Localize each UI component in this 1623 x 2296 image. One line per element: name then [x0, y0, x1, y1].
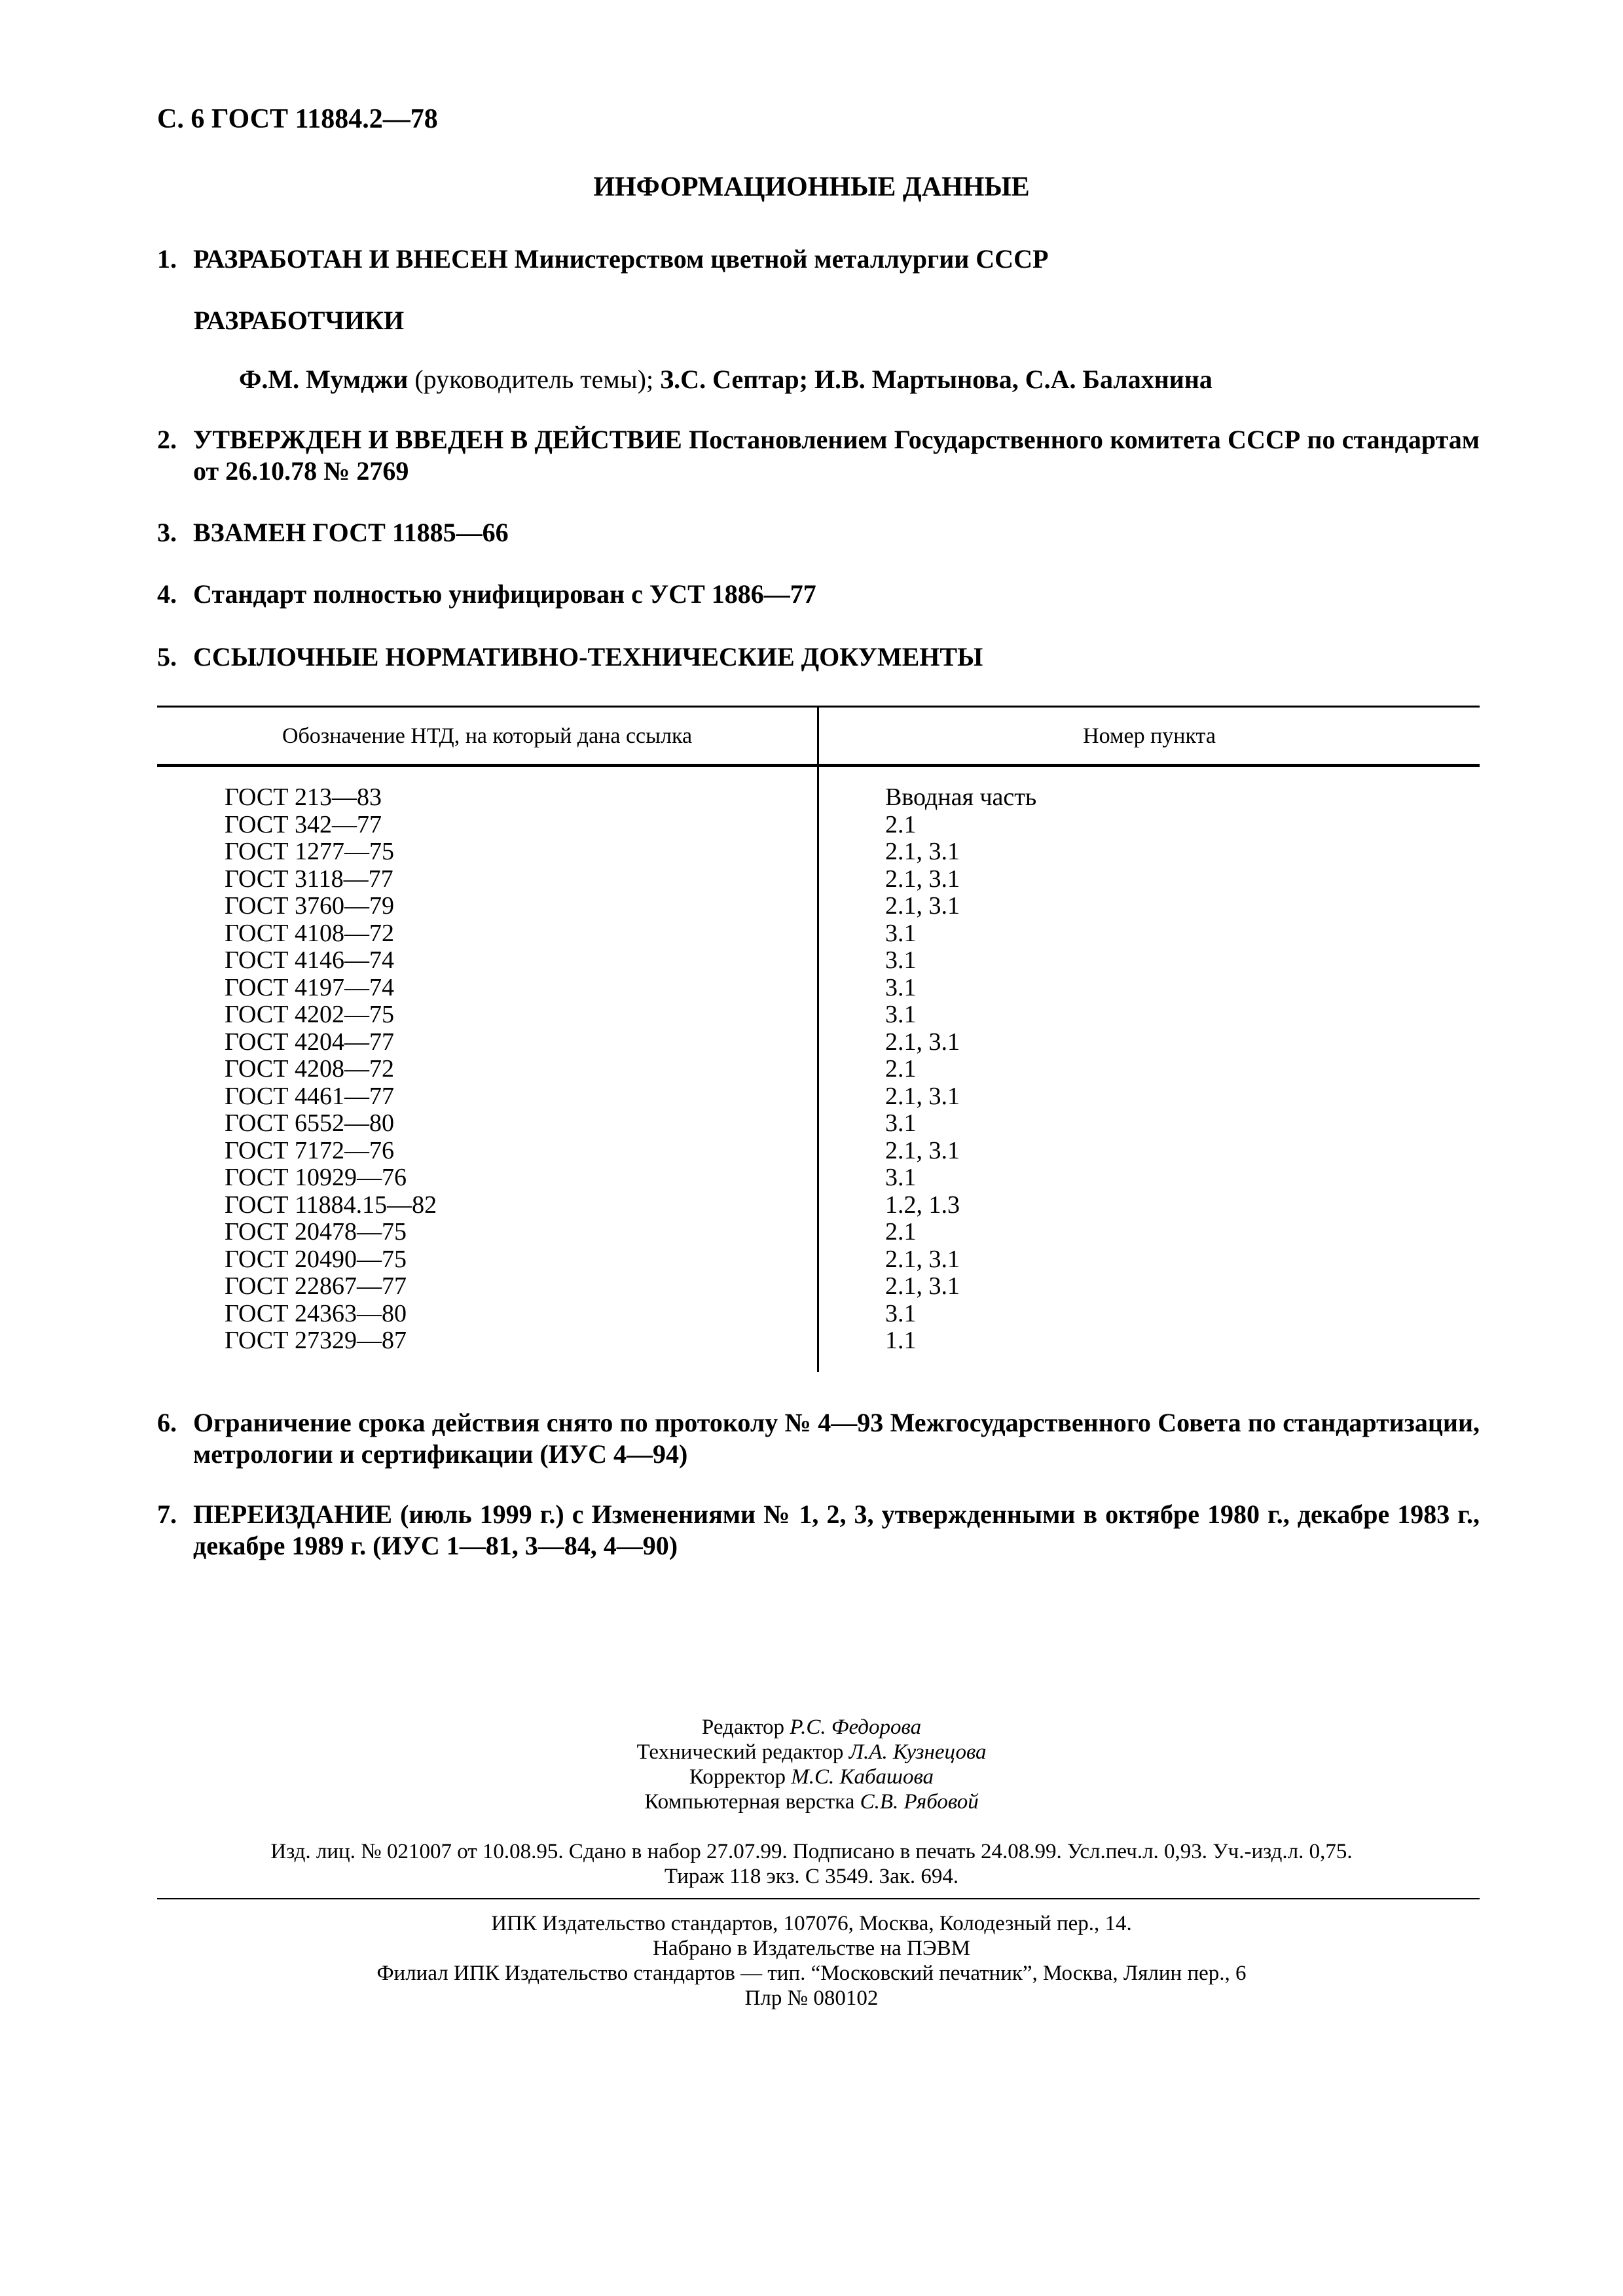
table-cell-designation: ГОСТ 10929—76 [225, 1164, 407, 1191]
item-5-number: 5. [157, 642, 177, 672]
table-cell-clause: 3.1 [885, 973, 917, 1001]
table-column-divider [817, 706, 819, 1372]
table-cell-designation: ГОСТ 20478—75 [225, 1218, 407, 1246]
table-cell-designation: ГОСТ 4146—74 [225, 946, 394, 974]
item-4-text: Стандарт полностью унифицирован с УСТ 1886—77 [193, 579, 816, 609]
publisher-block [0, 1911, 1623, 2011]
table-cell-clause: 2.1, 3.1 [885, 1082, 960, 1110]
credits-block [0, 1715, 1623, 1814]
table-cell-designation: ГОСТ 7172—76 [225, 1136, 394, 1164]
imprint-line-1: Изд. лиц. № 021007 от 10.08.95. Сдано в набор 27.07.99. Подписано в печать 24.08.99. Усл.печ.л. 0,93. Уч.-изд.л. 0,75. [270, 1840, 1353, 1863]
table-cell-designation: ГОСТ 4461—77 [225, 1082, 394, 1110]
table-cell-clause: 2.1, 3.1 [885, 1272, 960, 1300]
table-cell-designation: ГОСТ 4202—75 [225, 1001, 394, 1028]
item-7-text: (июль 1999 г.) с Изменениями № 1, 2, 3, утвержденными в октябре 1980 г., декабре 1983 г., декабре 1989 г. (ИУС 1—81, 3—84, 4—90) [193, 1499, 1480, 1560]
item-1-bold: РАЗРАБОТАН И ВНЕСЕН [193, 244, 508, 274]
developer-lead-role: (руководитель темы); [408, 365, 654, 394]
item-2 [157, 424, 1480, 487]
table-cell-designation: ГОСТ 6552—80 [225, 1109, 394, 1137]
credit-layout: Компьютерная верстка С.В. Рябовой [644, 1790, 979, 1814]
table-cell-clause: 1.1 [885, 1327, 917, 1354]
credit-corrector: Корректор М.С. Кабашова [689, 1765, 934, 1789]
table-header-clause: Номер пункта [1083, 724, 1216, 748]
table-cell-designation: ГОСТ 4208—72 [225, 1055, 394, 1083]
table-cell-clause: 2.1 [885, 1218, 917, 1246]
table-cell-clause: 2.1, 3.1 [885, 1028, 960, 1056]
table-cell-designation: ГОСТ 342—77 [225, 810, 382, 838]
item-4-number: 4. [157, 579, 177, 609]
table-cell-designation: ГОСТ 27329—87 [225, 1327, 407, 1354]
item-1-number: 1. [157, 244, 177, 274]
table-cell-clause: 2.1, 3.1 [885, 892, 960, 920]
table-cell-clause: 2.1, 3.1 [885, 865, 960, 893]
item-5-text: ССЫЛОЧНЫЕ НОРМАТИВНО-ТЕХНИЧЕСКИЕ ДОКУМЕНТЫ [193, 642, 983, 672]
table-cell-designation: ГОСТ 20490—75 [225, 1245, 407, 1273]
publisher-line-3: Филиал ИПК Издательство стандартов — тип. “Московский печатник”, Москва, Лялин пер., 6 [376, 1962, 1247, 1985]
item-2-number: 2. [157, 425, 177, 454]
table-cell-designation: ГОСТ 213—83 [225, 783, 382, 811]
table-cell-clause: 2.1, 3.1 [885, 838, 960, 865]
page-header: С. 6 ГОСТ 11884.2—78 [157, 104, 438, 134]
table-cell-designation: ГОСТ 3118—77 [225, 865, 393, 893]
imprint-block [0, 1839, 1623, 1889]
item-7-bold: ПЕРЕИЗДАНИЕ [193, 1499, 393, 1529]
item-2-text: Постановлением Государственного комитета СССР по стандартам от 26.10.78 № 2769 [193, 425, 1480, 486]
item-1 [157, 243, 1480, 275]
table-cell-clause: 3.1 [885, 1164, 917, 1191]
publisher-line-1: ИПК Издательство стандартов, 107076, Москва, Колодезный пер., 14. [491, 1912, 1132, 1935]
credit-editor: Редактор Р.С. Федорова [701, 1715, 922, 1739]
table-cell-clause: 3.1 [885, 1001, 917, 1028]
table-cell-designation: ГОСТ 4197—74 [225, 973, 394, 1001]
table-cell-clause: Вводная часть [885, 783, 1037, 811]
table-cell-clause: 3.1 [885, 946, 917, 974]
item-7-number: 7. [157, 1499, 177, 1529]
table-cell-clause: 1.2, 1.3 [885, 1191, 960, 1219]
imprint-line-2: Тираж 118 экз. С 3549. Зак. 694. [664, 1865, 959, 1888]
table-cell-designation: ГОСТ 3760—79 [225, 892, 394, 920]
item-3 [157, 517, 1480, 548]
table-cell-clause: 2.1, 3.1 [885, 1245, 960, 1273]
table-cell-designation: ГОСТ 4204—77 [225, 1028, 394, 1056]
item-1-text: Министерством цветной металлургии СССР [507, 244, 1049, 274]
table-cell-designation: ГОСТ 4108—72 [225, 919, 394, 947]
table-cell-clause: 2.1 [885, 810, 917, 838]
imprint-rule [157, 1898, 1480, 1899]
item-2-bold: УТВЕРЖДЕН И ВВЕДЕН В ДЕЙСТВИЕ [193, 425, 682, 454]
table-cell-designation: ГОСТ 24363—80 [225, 1299, 407, 1327]
item-3-number: 3. [157, 518, 177, 547]
table-header-designation: Обозначение НТД, на который дана ссылка [282, 724, 693, 748]
item-6-text: Ограничение срока действия снято по протоколу № 4—93 Межгосударственного Совета по стандартизации, метрологии и сертификации (ИУС 4—94) [193, 1408, 1480, 1469]
developer-lead: Ф.М. Мумджи [239, 365, 409, 394]
table-cell-designation: ГОСТ 1277—75 [225, 838, 394, 865]
item-6-number: 6. [157, 1408, 177, 1437]
item-6 [157, 1407, 1480, 1470]
developers-label: РАЗРАБОТЧИКИ [194, 306, 405, 335]
page-title: ИНФОРМАЦИОННЫЕ ДАННЫЕ [593, 172, 1030, 202]
table-cell-clause: 2.1, 3.1 [885, 1136, 960, 1164]
item-4 [157, 579, 1480, 610]
table-cell-designation: ГОСТ 11884.15—82 [225, 1191, 437, 1219]
credit-tech-editor: Технический редактор Л.А. Кузнецова [636, 1740, 987, 1764]
item-3-text: ВЗАМЕН ГОСТ 11885—66 [193, 518, 509, 547]
developers-others: З.С. Септар; И.В. Мартынова, С.А. Балахнина [653, 365, 1213, 394]
publisher-line-4: Плр № 080102 [744, 1986, 879, 2010]
table-cell-clause: 3.1 [885, 1299, 917, 1327]
item-7 [157, 1499, 1480, 1562]
table-cell-designation: ГОСТ 22867—77 [225, 1272, 407, 1300]
item-5 [157, 641, 1480, 673]
publisher-line-2: Набрано в Издательстве на ПЭВМ [653, 1937, 970, 1960]
table-cell-clause: 2.1 [885, 1055, 917, 1083]
developers-list [239, 364, 1213, 395]
table-cell-clause: 3.1 [885, 919, 917, 947]
table-cell-clause: 3.1 [885, 1109, 917, 1137]
